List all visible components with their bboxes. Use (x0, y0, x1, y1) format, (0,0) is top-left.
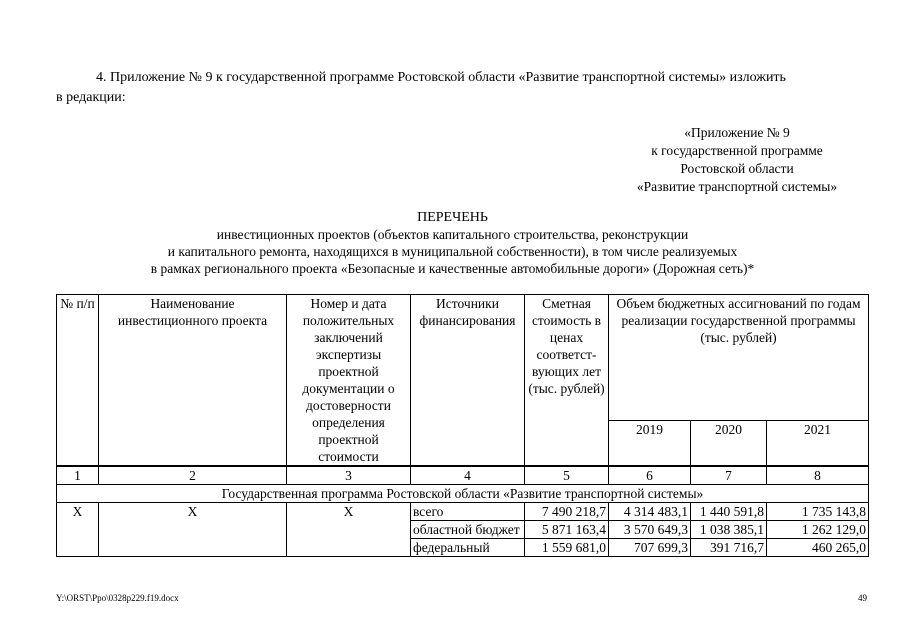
cost-cell: 5 871 163,4 (525, 521, 609, 539)
year-2020-cell: 1 440 591,8 (691, 503, 767, 521)
x-mark: Х (287, 503, 411, 557)
column-numbers-row (57, 466, 869, 485)
appendix-line: Ростовской области (680, 161, 794, 176)
appendix-block (607, 124, 867, 196)
header-sources: Источники финансирования (411, 295, 525, 467)
year-2020-cell: 1 038 385,1 (691, 521, 767, 539)
footer-file-path: Y:\ORST\Ppo\0328p229.f19.docx (56, 593, 179, 603)
appendix-line: «Развитие транспортной системы» (636, 179, 838, 194)
table-row (57, 503, 869, 521)
cost-cell: 1 559 681,0 (525, 539, 609, 557)
source-cell: областной бюджет (411, 521, 525, 539)
intro-paragraph (56, 68, 856, 108)
year-2021-cell: 460 265,0 (767, 539, 869, 557)
source-cell: федеральный (411, 539, 525, 557)
column-number: 8 (767, 466, 869, 485)
header-cost: Сметная стоимость в ценах соответст-вующих лет (тыс. рублей) (525, 295, 609, 467)
year-2021-cell: 1 262 129,0 (767, 521, 869, 539)
header-volume: Объем бюджетных ассигнований по годам реализации государственной программы (тыс. рублей) (609, 295, 869, 421)
appendix-line: к государственной программе (651, 143, 823, 158)
year-2019-cell: 707 699,3 (609, 539, 691, 557)
title-heading: ПЕРЕЧЕНЬ (417, 210, 488, 225)
header-year: 2021 (767, 421, 869, 466)
column-number: 2 (99, 466, 287, 485)
title-line: и капитального ремонта, находящихся в муниципальной собственности), в том числе реализуемых (167, 244, 738, 259)
title-line: в рамках регионального проекта «Безопасные и качественные автомобильные дороги» (Дорожная сеть)* (150, 261, 755, 276)
investment-table (56, 294, 869, 557)
appendix-line: «Приложение № 9 (684, 125, 790, 140)
header-name: Наименование инвестиционного проекта (99, 295, 287, 467)
section-row (57, 485, 869, 503)
year-2020-cell: 391 716,7 (691, 539, 767, 557)
year-2021-cell: 1 735 143,8 (767, 503, 869, 521)
source-cell: всего (411, 503, 525, 521)
column-number: 6 (609, 466, 691, 485)
column-number: 1 (57, 466, 99, 485)
column-number: 7 (691, 466, 767, 485)
year-2019-cell: 3 570 649,3 (609, 521, 691, 539)
intro-line-2: в редакции: (56, 90, 126, 105)
title-line: инвестиционных проектов (объектов капитального строительства, реконструкции (216, 227, 689, 242)
intro-line-1: 4. Приложение № 9 к государственной программе Ростовской области «Развитие транспортной системы» изложить (96, 70, 786, 85)
column-number: 5 (525, 466, 609, 485)
section-title: Государственная программа Ростовской области «Развитие транспортной системы» (57, 485, 869, 503)
year-2019-cell: 4 314 483,1 (609, 503, 691, 521)
document-title (0, 209, 905, 277)
header-row (57, 295, 869, 421)
column-number: 3 (287, 466, 411, 485)
header-expertise: Номер и дата положительных заключений экспертизы проектной документации о достоверности определения проектной стоимости (287, 295, 411, 467)
cost-cell: 7 490 218,7 (525, 503, 609, 521)
header-year: 2019 (609, 421, 691, 466)
header-num: № п/п (57, 295, 99, 467)
header-year: 2020 (691, 421, 767, 466)
column-number: 4 (411, 466, 525, 485)
page-number: 49 (858, 593, 867, 603)
x-mark: Х (99, 503, 287, 557)
x-mark: Х (57, 503, 99, 557)
